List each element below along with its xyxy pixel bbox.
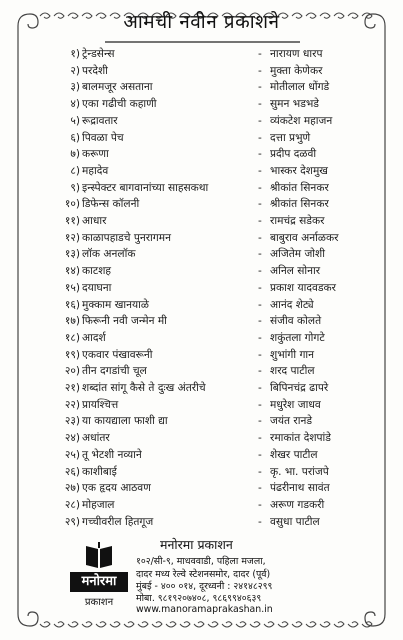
book-author: अनिल सोनार <box>270 265 321 278</box>
book-title: आदर्श <box>82 331 106 344</box>
book-title: दयाघना <box>82 281 112 294</box>
book-author: जयंत रानडे <box>270 415 313 428</box>
separator-dash: - <box>258 198 262 211</box>
book-row <box>0 146 403 162</box>
book-row <box>0 497 403 513</box>
book-author: दत्ता प्रभुणे <box>270 131 311 144</box>
book-number: २४) <box>64 432 80 445</box>
book-row <box>0 46 403 62</box>
logo-subtext: प्रकाशन <box>84 597 114 608</box>
separator-dash: - <box>258 448 262 461</box>
book-author: बाबुराव अर्नाळकर <box>270 231 339 244</box>
book-title: मुक्काम खानयाळे <box>82 298 149 311</box>
book-row <box>0 180 403 196</box>
book-number: १) <box>70 48 80 60</box>
book-row <box>0 230 403 246</box>
book-row <box>0 313 403 329</box>
book-author: वसुधा पाटील <box>270 515 320 528</box>
book-author: नारायण धारप <box>270 48 323 60</box>
book-title: डिफेन्स कॉलनी <box>82 198 140 211</box>
book-title: रूद्रावतार <box>82 114 118 127</box>
book-row <box>0 113 403 129</box>
book-row <box>0 347 403 363</box>
separator-dash: - <box>258 281 262 294</box>
book-title: काटशह <box>82 265 112 278</box>
book-row <box>0 297 403 313</box>
book-title: काशीबाई <box>82 465 117 478</box>
separator-dash: - <box>258 48 262 60</box>
book-author: रामचंद्र सडेकर <box>270 215 325 227</box>
publisher-block <box>70 534 370 620</box>
book-title: एक हृदय आठवण <box>82 482 151 495</box>
book-number: १३) <box>64 248 80 261</box>
book-number: २८) <box>64 498 80 511</box>
book-title: काळापहाडचे पुनरागमन <box>82 231 171 244</box>
book-author: शकुंतला गोगटे <box>270 331 325 344</box>
book-number: १२) <box>64 231 80 244</box>
book-row <box>0 363 403 379</box>
book-title: परदेशी <box>82 64 108 77</box>
book-author: अजितेम जोशी <box>270 248 325 261</box>
book-title: एका गढीची कहाणी <box>82 98 157 111</box>
book-title: गच्चीवरील हितगूज <box>82 515 154 528</box>
mobile-line: मोबा. ९८१९२०७४०८, ९८६९९४०६३९ <box>136 593 262 604</box>
book-row <box>0 380 403 396</box>
book-number: २७) <box>64 482 80 495</box>
separator-dash: - <box>258 348 262 361</box>
publisher-name: मनोरमा प्रकाशन <box>160 537 233 552</box>
book-number: २२) <box>64 398 80 411</box>
book-number: ५) <box>70 114 80 127</box>
book-title: एकवार पंखावरूनी <box>82 348 153 361</box>
book-author: मोतीलाल धोंगडे <box>270 81 330 94</box>
book-author: पंढरीनाथ सावंत <box>270 482 330 495</box>
book-number: १४) <box>64 265 80 278</box>
book-number: २१) <box>64 382 80 394</box>
book-number: ७) <box>70 148 80 161</box>
book-title: शब्दांत सांगू कैसे ते दुःख अंतरीचे <box>82 382 206 394</box>
book-number: २९) <box>64 515 80 528</box>
book-author: मधुरेश जाधव <box>270 398 321 411</box>
book-number: २) <box>70 64 80 77</box>
separator-dash: - <box>258 148 262 161</box>
separator-dash: - <box>258 265 262 278</box>
book-number: ३) <box>70 81 80 94</box>
book-row <box>0 447 403 463</box>
book-author: मुक्ता केणेकर <box>270 64 323 77</box>
book-author: श्रीकांत सिनकर <box>270 181 329 194</box>
book-title: फिरूनी नवी जन्मेन मी <box>82 315 167 328</box>
book-number: २५) <box>64 448 80 461</box>
separator-dash: - <box>258 432 262 445</box>
separator-dash: - <box>258 98 262 111</box>
address-line-1: १०२/सी-९, माधववाडी, पहिला मजला, <box>136 556 266 567</box>
logo-wordmark: मनोरमा <box>70 572 128 592</box>
separator-dash: - <box>258 415 262 428</box>
book-number: १८) <box>64 331 80 344</box>
separator-dash: - <box>258 298 262 311</box>
separator-dash: - <box>258 248 262 261</box>
book-author: अरूण गडकरी <box>270 498 325 511</box>
book-row <box>0 96 403 112</box>
book-title: इन्स्पेक्टर बागवानांच्या साहसकथा <box>82 181 209 194</box>
address-line-2: दादर मध्य रेल्वे स्टेशनसमोर, दादर (पूर्व) <box>136 569 271 580</box>
book-row <box>0 130 403 146</box>
open-book-icon <box>84 540 114 570</box>
book-author: भास्कर देशमुख <box>270 164 328 177</box>
book-author: शेखर पाटील <box>270 448 318 461</box>
book-author: प्रदीप दळवी <box>270 148 317 161</box>
book-title: तू भेटशी नव्याने <box>82 448 142 461</box>
book-title: तीन दगडांची चूल <box>82 365 147 378</box>
book-number: २०) <box>64 365 80 378</box>
book-row <box>0 163 403 179</box>
separator-dash: - <box>258 382 262 394</box>
book-row <box>0 413 403 429</box>
book-title: पिवळा पेच <box>82 131 124 144</box>
separator-dash: - <box>258 164 262 177</box>
book-title: लॉक अनलॉक <box>82 248 136 261</box>
book-row <box>0 196 403 212</box>
separator-dash: - <box>258 64 262 77</box>
book-title: बालमजूर असताना <box>82 81 153 94</box>
book-author: शुभांगी गान <box>270 348 315 361</box>
phone-line: मुंबई - ४०० ०१४, दूरध्वनी : २४१४८२९९ <box>136 581 273 592</box>
separator-dash: - <box>258 215 262 227</box>
separator-dash: - <box>258 81 262 94</box>
book-number: १९) <box>64 348 80 361</box>
book-row <box>0 246 403 262</box>
book-author: संजीव कोलते <box>270 315 322 328</box>
separator-dash: - <box>258 114 262 127</box>
book-title: ट्रेन्डसेन्स <box>82 48 115 60</box>
book-author: आनंद शेट्ये <box>270 298 314 311</box>
book-number: २६) <box>64 465 80 478</box>
book-row <box>0 397 403 413</box>
book-title: करूणा <box>82 148 109 161</box>
book-row <box>0 263 403 279</box>
book-row <box>0 430 403 446</box>
book-author: सुमन भडभडे <box>270 98 319 111</box>
book-number: २३) <box>64 415 80 428</box>
book-author: कृ. भा. परांजपे <box>270 465 329 478</box>
book-number: ६) <box>70 131 80 144</box>
book-title: या कायद्याला फाशी द्या <box>82 415 168 428</box>
book-number: ११) <box>64 215 80 227</box>
book-number: १५) <box>64 281 80 294</box>
book-row <box>0 480 403 496</box>
book-number: ८) <box>70 164 80 177</box>
separator-dash: - <box>258 231 262 244</box>
separator-dash: - <box>258 181 262 194</box>
separator-dash: - <box>258 515 262 528</box>
book-title: मोहजाल <box>82 498 115 511</box>
book-author: शरद पाटील <box>270 365 315 378</box>
book-title: अधांतर <box>82 432 110 445</box>
book-row <box>0 514 403 530</box>
book-number: १७) <box>64 315 80 328</box>
book-number: ९) <box>70 181 80 194</box>
book-number: १०) <box>64 198 80 211</box>
book-row <box>0 330 403 346</box>
book-row <box>0 213 403 229</box>
separator-dash: - <box>258 465 262 478</box>
book-title: महादेव <box>82 164 109 177</box>
separator-dash: - <box>258 131 262 144</box>
book-title: आधार <box>82 215 107 227</box>
book-author: रमाकांत देशपांडे <box>270 432 331 445</box>
website-link[interactable]: www.manoramaprakashan.in <box>136 604 273 615</box>
book-row <box>0 79 403 95</box>
book-row <box>0 280 403 296</box>
book-row <box>0 464 403 480</box>
page-title: आमची नवीन प्रकाशने <box>123 11 280 33</box>
book-number: ४) <box>70 98 80 111</box>
book-number: १६) <box>64 298 80 311</box>
book-row <box>0 63 403 79</box>
book-author: व्यंकटेश महाजन <box>270 114 333 127</box>
separator-dash: - <box>258 315 262 328</box>
publisher-logo <box>70 538 128 614</box>
book-author: बिपिनचंद्र ढापरे <box>270 382 329 394</box>
separator-dash: - <box>258 498 262 511</box>
book-title: प्रायश्चित्त <box>82 398 119 411</box>
book-author: प्रकाश यादवडकर <box>270 281 337 294</box>
separator-dash: - <box>258 398 262 411</box>
separator-dash: - <box>258 365 262 378</box>
separator-dash: - <box>258 482 262 495</box>
book-author: श्रीकांत सिनकर <box>270 198 329 211</box>
separator-dash: - <box>258 331 262 344</box>
